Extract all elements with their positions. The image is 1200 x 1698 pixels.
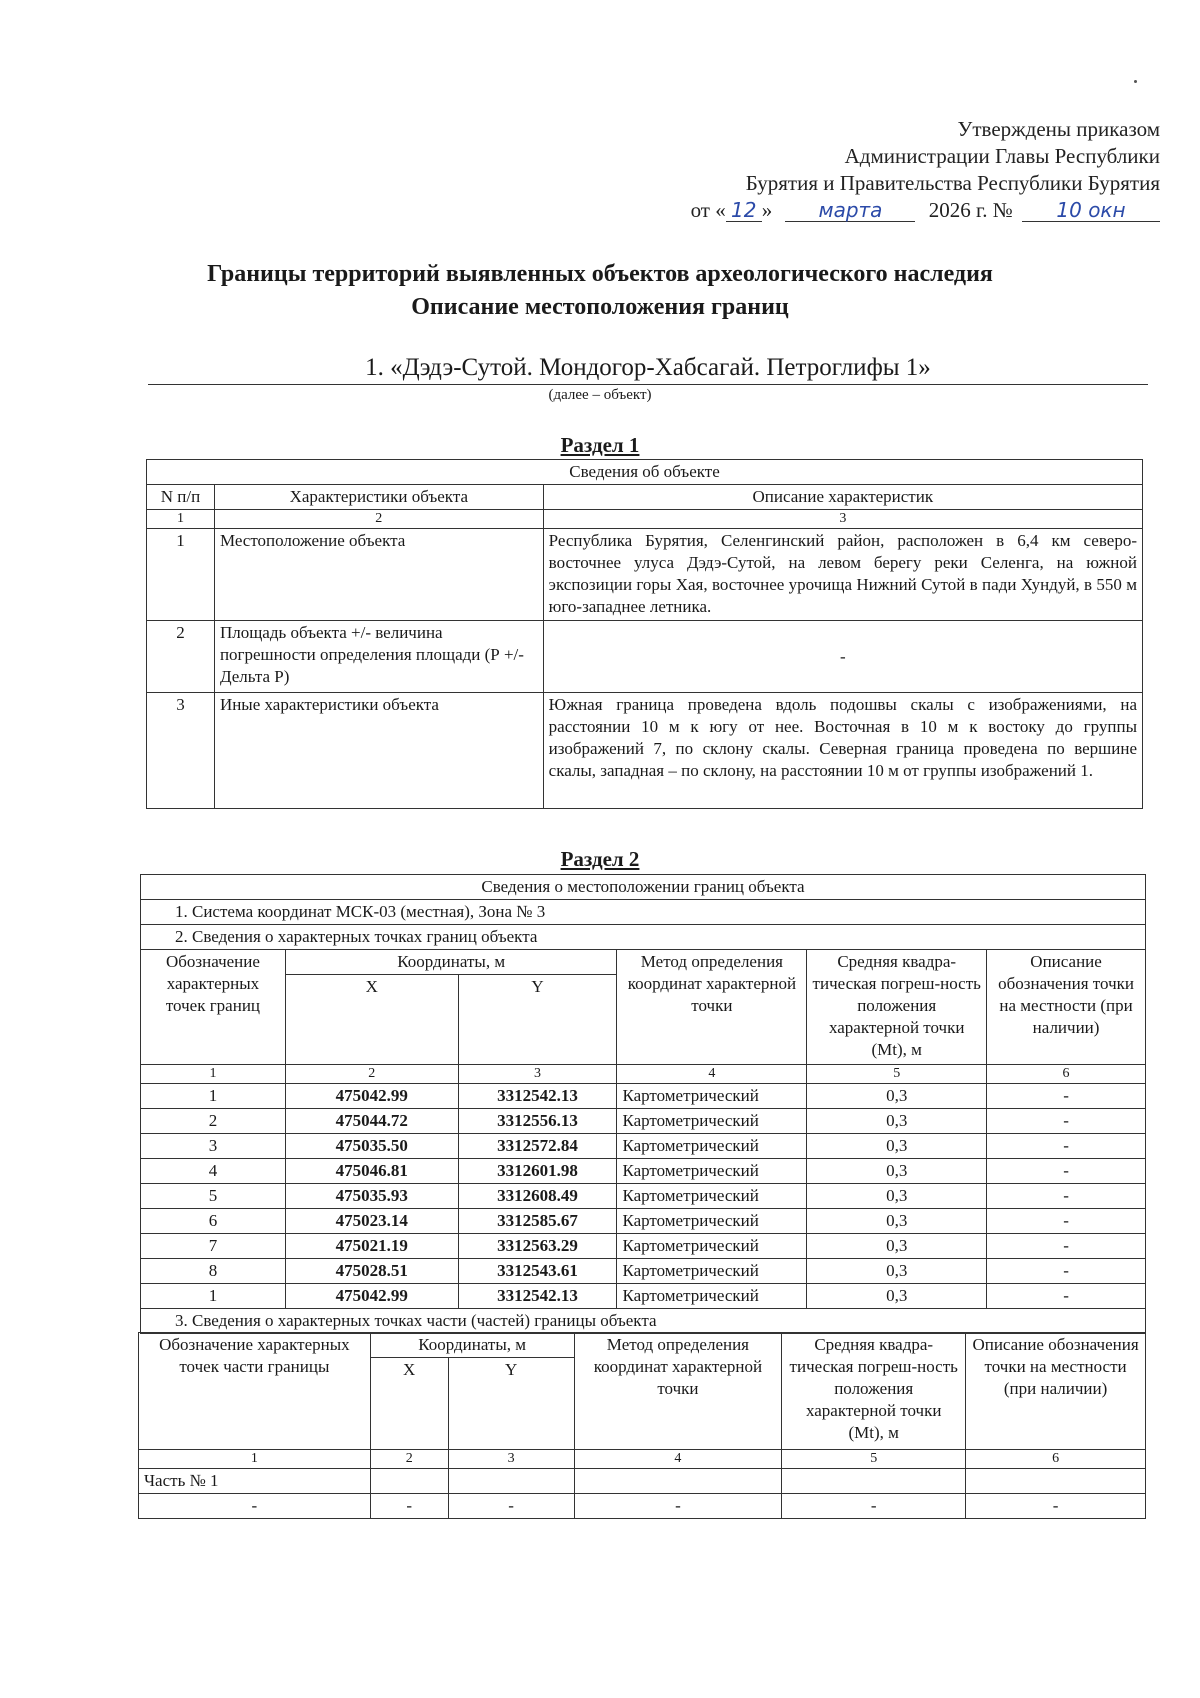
approval-line-3: Бурятия и Правительства Республики Бурятия	[745, 171, 1160, 195]
part-label-spacer	[370, 1469, 448, 1494]
part-cell: -	[574, 1494, 782, 1519]
col-number-2: 2	[285, 1065, 458, 1084]
header-coordinates: Координаты, м	[285, 950, 617, 975]
point-y: 3312585.67	[458, 1209, 617, 1234]
row-description: Южная граница проведена вдоль подошвы скалы с изображениями, на расстоянии 10 м к югу от нее. Восточная в 10 м к востоку до группы изображений 7, по склону скалы. Северная граница проведена по вершине скалы, западная – по склону, на расстоянии 10 м от группы изображений 1.	[543, 693, 1142, 809]
point-mt: 0,3	[807, 1259, 987, 1284]
parts-col-number-3: 3	[448, 1450, 574, 1469]
parts-caption: 3. Сведения о характерных точках части (частей) границы объекта	[141, 1309, 1146, 1334]
point-id: 2	[141, 1109, 286, 1134]
col-number-6: 6	[987, 1065, 1146, 1084]
row-number: 3	[147, 693, 215, 809]
point-description: -	[987, 1284, 1146, 1309]
point-description: -	[987, 1259, 1146, 1284]
point-id: 8	[141, 1259, 286, 1284]
point-y: 3312601.98	[458, 1159, 617, 1184]
point-x: 475042.99	[285, 1084, 458, 1109]
col-number-1: 1	[147, 510, 215, 529]
table-row	[147, 693, 1143, 809]
point-description: -	[987, 1184, 1146, 1209]
point-description: -	[987, 1084, 1146, 1109]
part-cell: -	[782, 1494, 966, 1519]
point-x: 475044.72	[285, 1109, 458, 1134]
point-id: 4	[141, 1159, 286, 1184]
parts-header-coordinates: Координаты, м	[370, 1333, 574, 1358]
point-method: Картометрический	[617, 1134, 807, 1159]
row-characteristic: Иные характеристики объекта	[214, 693, 543, 809]
row-characteristic: Местоположение объекта	[214, 529, 543, 621]
point-method: Картометрический	[617, 1259, 807, 1284]
table-row	[141, 1134, 1146, 1159]
section-1-caption: Сведения об объекте	[147, 460, 1143, 485]
point-mt: 0,3	[807, 1209, 987, 1234]
object-title: 1. «Дэдэ-Сутой. Мондогор-Хабсагай. Петроглифы 1»	[148, 354, 1148, 385]
part-label-spacer	[782, 1469, 966, 1494]
table-row	[141, 1184, 1146, 1209]
header-y: Y	[458, 975, 617, 1065]
parts-header-error: Средняя квадра-тическая погреш-ность положения характерной точки (Mt), м	[782, 1333, 966, 1450]
parts-col-number-6: 6	[966, 1450, 1146, 1469]
point-y: 3312542.13	[458, 1084, 617, 1109]
approval-block	[691, 116, 1160, 224]
point-method: Картометрический	[617, 1209, 807, 1234]
title-line-1: Границы территорий выявленных объектов археологического наследия	[207, 261, 993, 287]
parts-header-x: X	[370, 1358, 448, 1450]
section-2-heading: Раздел 2	[560, 847, 640, 871]
table-row	[141, 1284, 1146, 1309]
point-mt: 0,3	[807, 1084, 987, 1109]
point-description: -	[987, 1234, 1146, 1259]
header-point-description: Описание обозначения точки на местности (при наличии)	[987, 950, 1146, 1065]
point-x: 475035.93	[285, 1184, 458, 1209]
section-2-table	[140, 874, 1146, 1334]
point-y: 3312563.29	[458, 1234, 617, 1259]
points-caption: 2. Сведения о характерных точках границ объекта	[141, 925, 1146, 950]
part-label: Часть № 1	[139, 1469, 371, 1494]
point-method: Картометрический	[617, 1109, 807, 1134]
parts-col-number-1: 1	[139, 1450, 371, 1469]
header-x: X	[285, 975, 458, 1065]
point-mt: 0,3	[807, 1109, 987, 1134]
parts-col-number-2: 2	[370, 1450, 448, 1469]
row-description: -	[543, 621, 1142, 693]
part-label-spacer	[448, 1469, 574, 1494]
row-number: 2	[147, 621, 215, 693]
point-mt: 0,3	[807, 1184, 987, 1209]
point-y: 3312556.13	[458, 1109, 617, 1134]
header-number: N п/п	[147, 485, 215, 510]
table-row	[141, 1259, 1146, 1284]
point-id: 1	[141, 1084, 286, 1109]
part-cell: -	[448, 1494, 574, 1519]
part-cell: -	[966, 1494, 1146, 1519]
point-x: 475035.50	[285, 1134, 458, 1159]
part-label-spacer	[574, 1469, 782, 1494]
table-row	[139, 1494, 1146, 1519]
point-id: 3	[141, 1134, 286, 1159]
row-description: Республика Бурятия, Селенгинский район, расположен в 6,4 км северо-восточнее улуса Дэдэ-Сутой, на левом берегу реки Селенга, на южной экспозиции горы Хая, восточнее урочища Нижний Сутой в пади Хундуй, в 550 м юго-западнее летника.	[543, 529, 1142, 621]
header-designation: Обозначение характерных точек границ	[141, 950, 286, 1065]
parts-header-point-description: Описание обозначения точки на местности (при наличии)	[966, 1333, 1146, 1450]
point-description: -	[987, 1109, 1146, 1134]
row-characteristic: Площадь объекта +/- величина погрешности определения площади (Р +/- Дельта Р)	[214, 621, 543, 693]
point-id: 5	[141, 1184, 286, 1209]
point-x: 475042.99	[285, 1284, 458, 1309]
point-description: -	[987, 1159, 1146, 1184]
col-number-2: 2	[214, 510, 543, 529]
table-row	[141, 1209, 1146, 1234]
date-year: 2026 г. №	[928, 198, 1013, 222]
part-label-spacer	[966, 1469, 1146, 1494]
section-2-caption: Сведения о местоположении границ объекта	[141, 875, 1146, 900]
table-row	[141, 1159, 1146, 1184]
point-method: Картометрический	[617, 1184, 807, 1209]
point-mt: 0,3	[807, 1234, 987, 1259]
point-x: 475028.51	[285, 1259, 458, 1284]
part-cell: -	[139, 1494, 371, 1519]
object-note: (далее – объект)	[548, 387, 652, 403]
point-mt: 0,3	[807, 1159, 987, 1184]
table-row	[147, 529, 1143, 621]
table-row	[147, 621, 1143, 693]
parts-header-y: Y	[448, 1358, 574, 1450]
point-id: 6	[141, 1209, 286, 1234]
point-x: 475021.19	[285, 1234, 458, 1259]
coordinate-system: 1. Система координат МСК-03 (местная), Зона № 3	[141, 900, 1146, 925]
date-month-handwritten: марта	[785, 199, 915, 222]
point-id: 7	[141, 1234, 286, 1259]
date-mid: »	[761, 198, 773, 222]
date-day-handwritten: 12	[726, 199, 762, 222]
table-row	[141, 1084, 1146, 1109]
document-title	[0, 258, 1200, 324]
parts-header-designation: Обозначение характерных точек части границы	[139, 1333, 371, 1450]
approval-line-1: Утверждены приказом	[957, 117, 1160, 141]
col-number-3: 3	[458, 1065, 617, 1084]
point-x: 475023.14	[285, 1209, 458, 1234]
point-description: -	[987, 1209, 1146, 1234]
header-error: Средняя квадра-тическая погреш-ность положения характерной точки (Mt), м	[807, 950, 987, 1065]
point-y: 3312542.13	[458, 1284, 617, 1309]
parts-col-number-5: 5	[782, 1450, 966, 1469]
header-characteristics: Характеристики объекта	[214, 485, 543, 510]
point-y: 3312572.84	[458, 1134, 617, 1159]
point-description: -	[987, 1134, 1146, 1159]
approval-line-2: Администрации Главы Республики	[844, 144, 1160, 168]
parts-col-number-4: 4	[574, 1450, 782, 1469]
section-1-table	[146, 459, 1143, 809]
section-2-parts-table	[138, 1332, 1146, 1519]
col-number-5: 5	[807, 1065, 987, 1084]
approval-date-line	[691, 197, 1160, 224]
point-y: 3312543.61	[458, 1259, 617, 1284]
point-mt: 0,3	[807, 1134, 987, 1159]
header-description: Описание характеристик	[543, 485, 1142, 510]
part-cell: -	[370, 1494, 448, 1519]
table-row	[141, 1109, 1146, 1134]
parts-header-method: Метод определения координат характерной точки	[574, 1333, 782, 1450]
col-number-3: 3	[543, 510, 1142, 529]
point-method: Картометрический	[617, 1159, 807, 1184]
title-line-2: Описание местоположения границ	[411, 294, 789, 320]
row-number: 1	[147, 529, 215, 621]
point-method: Картометрический	[617, 1284, 807, 1309]
point-method: Картометрический	[617, 1234, 807, 1259]
point-id: 1	[141, 1284, 286, 1309]
col-number-4: 4	[617, 1065, 807, 1084]
point-y: 3312608.49	[458, 1184, 617, 1209]
scan-speck	[1134, 80, 1137, 83]
point-mt: 0,3	[807, 1284, 987, 1309]
section-1-heading: Раздел 1	[560, 433, 640, 457]
point-x: 475046.81	[285, 1159, 458, 1184]
col-number-1: 1	[141, 1065, 286, 1084]
order-number-handwritten: 10 окн	[1022, 199, 1160, 222]
header-method: Метод определения координат характерной точки	[617, 950, 807, 1065]
table-row	[141, 1234, 1146, 1259]
date-prefix: от «	[690, 198, 726, 222]
point-method: Картометрический	[617, 1084, 807, 1109]
